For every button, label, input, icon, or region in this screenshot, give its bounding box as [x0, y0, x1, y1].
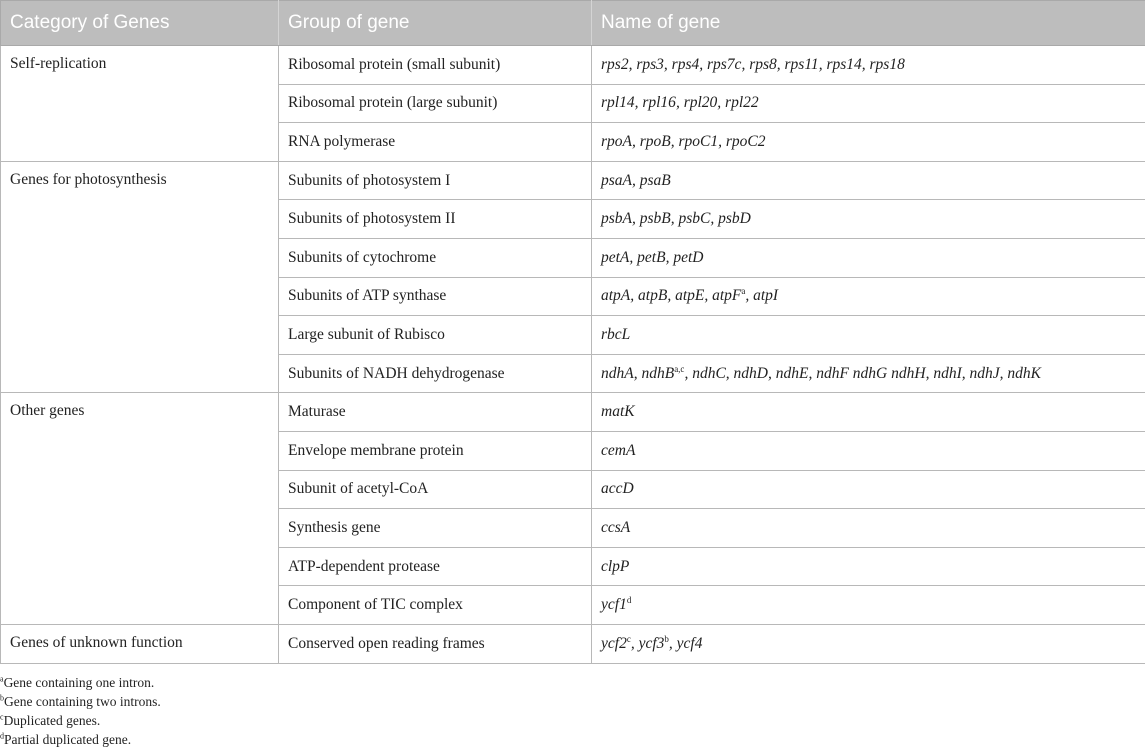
genes-cell: petA, petB, petD — [592, 238, 1145, 277]
gene-name: rpl16 — [642, 94, 676, 112]
genes-cell — [592, 316, 1145, 355]
gene-name: atpE — [675, 287, 705, 305]
footnote — [0, 711, 161, 730]
genes-cell: rpoA, rpoB, rpoC1, rpoC2 — [592, 123, 1145, 162]
genes-cell: rps2, rps3, rps4, rps7c, rps8, rps11, rps14, rps18 — [592, 46, 1145, 85]
gene-name: ndhK — [1007, 364, 1041, 382]
gene-name: rpoB — [639, 132, 671, 150]
footnote — [0, 673, 161, 692]
group-cell: Conserved open reading frames — [279, 624, 592, 663]
group-cell: Synthesis gene — [279, 509, 592, 548]
genes-cell — [592, 431, 1145, 470]
group-cell: Subunits of photosystem II — [279, 200, 592, 239]
gene-name: ycf2 — [601, 634, 627, 652]
table-row — [1, 46, 1145, 85]
footnote-mark: d — [0, 731, 4, 741]
gene-footnote-mark: d — [626, 594, 632, 605]
footnote — [0, 692, 161, 711]
gene-name: rpl14 — [601, 94, 635, 112]
gene-name: ycf3 — [638, 634, 665, 652]
gene-name: ycf1 — [601, 596, 627, 614]
genes-cell — [592, 547, 1145, 586]
footnote — [0, 730, 161, 749]
gene-name: accD — [601, 480, 634, 498]
gene-name: rpoC1 — [678, 132, 719, 150]
gene-name: petD — [673, 248, 704, 266]
genes-cell: ndhA, ndhB$^{a,c}$, ndhC, ndhD, ndhE, ndhF ndhG ndhH, ndhI, ndhJ, ndhK — [592, 354, 1145, 393]
gene-name: ccsA — [601, 518, 631, 536]
gene-name: atpI — [753, 287, 779, 305]
gene-name: rps4 — [671, 55, 700, 73]
genes-cell: atpA, atpB, atpE, atpF$^a$, atpI — [592, 277, 1145, 316]
gene-footnote-mark: b — [664, 633, 669, 644]
gene-name: psbA — [601, 210, 632, 228]
footnote-text: Partial duplicated gene. — [4, 732, 132, 747]
footnote-mark: b — [0, 693, 4, 703]
gene-name: petA — [601, 248, 630, 266]
table-row — [1, 161, 1145, 200]
gene-name: psaB — [639, 171, 671, 189]
header-category: Category of Genes — [1, 1, 279, 46]
gene-name: psbD — [718, 210, 751, 228]
group-cell: Subunits of cytochrome — [279, 238, 592, 277]
gene-name: rpoC2 — [725, 132, 766, 150]
group-cell: Maturase — [279, 393, 592, 432]
gene-footnote-mark: a,c — [674, 363, 685, 374]
gene-name: rps11 — [784, 55, 819, 73]
gene-name: rpl22 — [725, 94, 759, 112]
gene-name: ndhD — [733, 364, 768, 382]
group-cell: Large subunit of Rubisco — [279, 316, 592, 355]
table-row — [1, 624, 1145, 663]
gene-name: clpP — [601, 557, 630, 575]
footnote-text: Duplicated genes. — [3, 713, 101, 728]
gene-name: rpoA — [601, 132, 632, 150]
gene-name: rbcL — [601, 325, 631, 343]
table-header-row — [1, 1, 1145, 46]
genes-cell: psaA, psaB — [592, 161, 1145, 200]
gene-name: rps8 — [749, 55, 777, 73]
gene-name: ndhB — [641, 364, 675, 382]
gene-name: atpA — [601, 287, 631, 305]
footnote-mark: a — [0, 674, 4, 684]
genes-cell: psbA, psbB, psbC, psbD — [592, 200, 1145, 239]
group-cell: RNA polymerase — [279, 123, 592, 162]
group-cell: Subunits of ATP synthase — [279, 277, 592, 316]
group-cell: Ribosomal protein (small subunit) — [279, 46, 592, 85]
group-cell: ATP-dependent protease — [279, 547, 592, 586]
category-cell: Self-replication — [1, 46, 279, 162]
gene-name: rpl20 — [683, 94, 718, 112]
genes-cell: ycf2$^c$, ycf3$^b$, ycf4 — [592, 624, 1145, 663]
gene-name: ndhC — [692, 364, 726, 382]
group-cell: Subunit of acetyl-CoA — [279, 470, 592, 509]
gene-name: ndhE — [775, 364, 809, 382]
gene-name: ndhA — [601, 364, 634, 382]
table-row — [1, 393, 1145, 432]
gene-name: ndhH — [891, 364, 926, 382]
group-cell: Subunits of photosystem I — [279, 161, 592, 200]
footnote-text: Gene containing one intron. — [3, 675, 155, 690]
gene-name: rps3 — [636, 55, 664, 73]
group-cell: Subunits of NADH dehydrogenase — [279, 354, 592, 393]
header-group: Group of gene — [279, 1, 592, 46]
footnote-mark: c — [0, 712, 4, 722]
group-cell: Component of TIC complex — [279, 586, 592, 625]
gene-name: psbB — [639, 210, 671, 228]
genes-cell — [592, 393, 1145, 432]
category-cell: Other genes — [1, 393, 279, 625]
gene-name: atpB — [638, 287, 668, 305]
gene-name: atpF — [712, 287, 742, 305]
gene-footnote-mark: a — [741, 286, 746, 297]
footnotes — [0, 673, 161, 749]
gene-name: cemA — [601, 441, 636, 459]
gene-name: rps18 — [869, 55, 905, 73]
gene-name: petB — [637, 248, 666, 266]
gene-name: ndhJ — [969, 364, 1000, 382]
group-cell: Ribosomal protein (large subunit) — [279, 84, 592, 123]
gene-name: matK — [601, 403, 635, 421]
gene-name: psbC — [678, 210, 711, 228]
group-cell: Envelope membrane protein — [279, 431, 592, 470]
category-cell: Genes of unknown function — [1, 624, 279, 663]
gene-name: rps2 — [601, 55, 629, 73]
footnote-text: Gene containing two introns. — [4, 694, 161, 709]
header-genes: Name of gene — [592, 1, 1145, 46]
gene-name: ndhI — [933, 364, 962, 382]
genes-cell — [592, 586, 1145, 625]
gene-name: rps14 — [826, 55, 862, 73]
gene-name: rps7c — [706, 55, 742, 73]
gene-footnote-mark: c — [626, 633, 631, 644]
gene-name: psaA — [601, 171, 632, 189]
table-body — [1, 46, 1145, 664]
gene-name: ndhF ndhG — [816, 364, 888, 382]
genes-cell — [592, 509, 1145, 548]
genes-cell: rpl14, rpl16, rpl20, rpl22 — [592, 84, 1145, 123]
gene-name: ycf4 — [676, 634, 703, 652]
genes-cell — [592, 470, 1145, 509]
category-cell: Genes for photosynthesis — [1, 161, 279, 393]
